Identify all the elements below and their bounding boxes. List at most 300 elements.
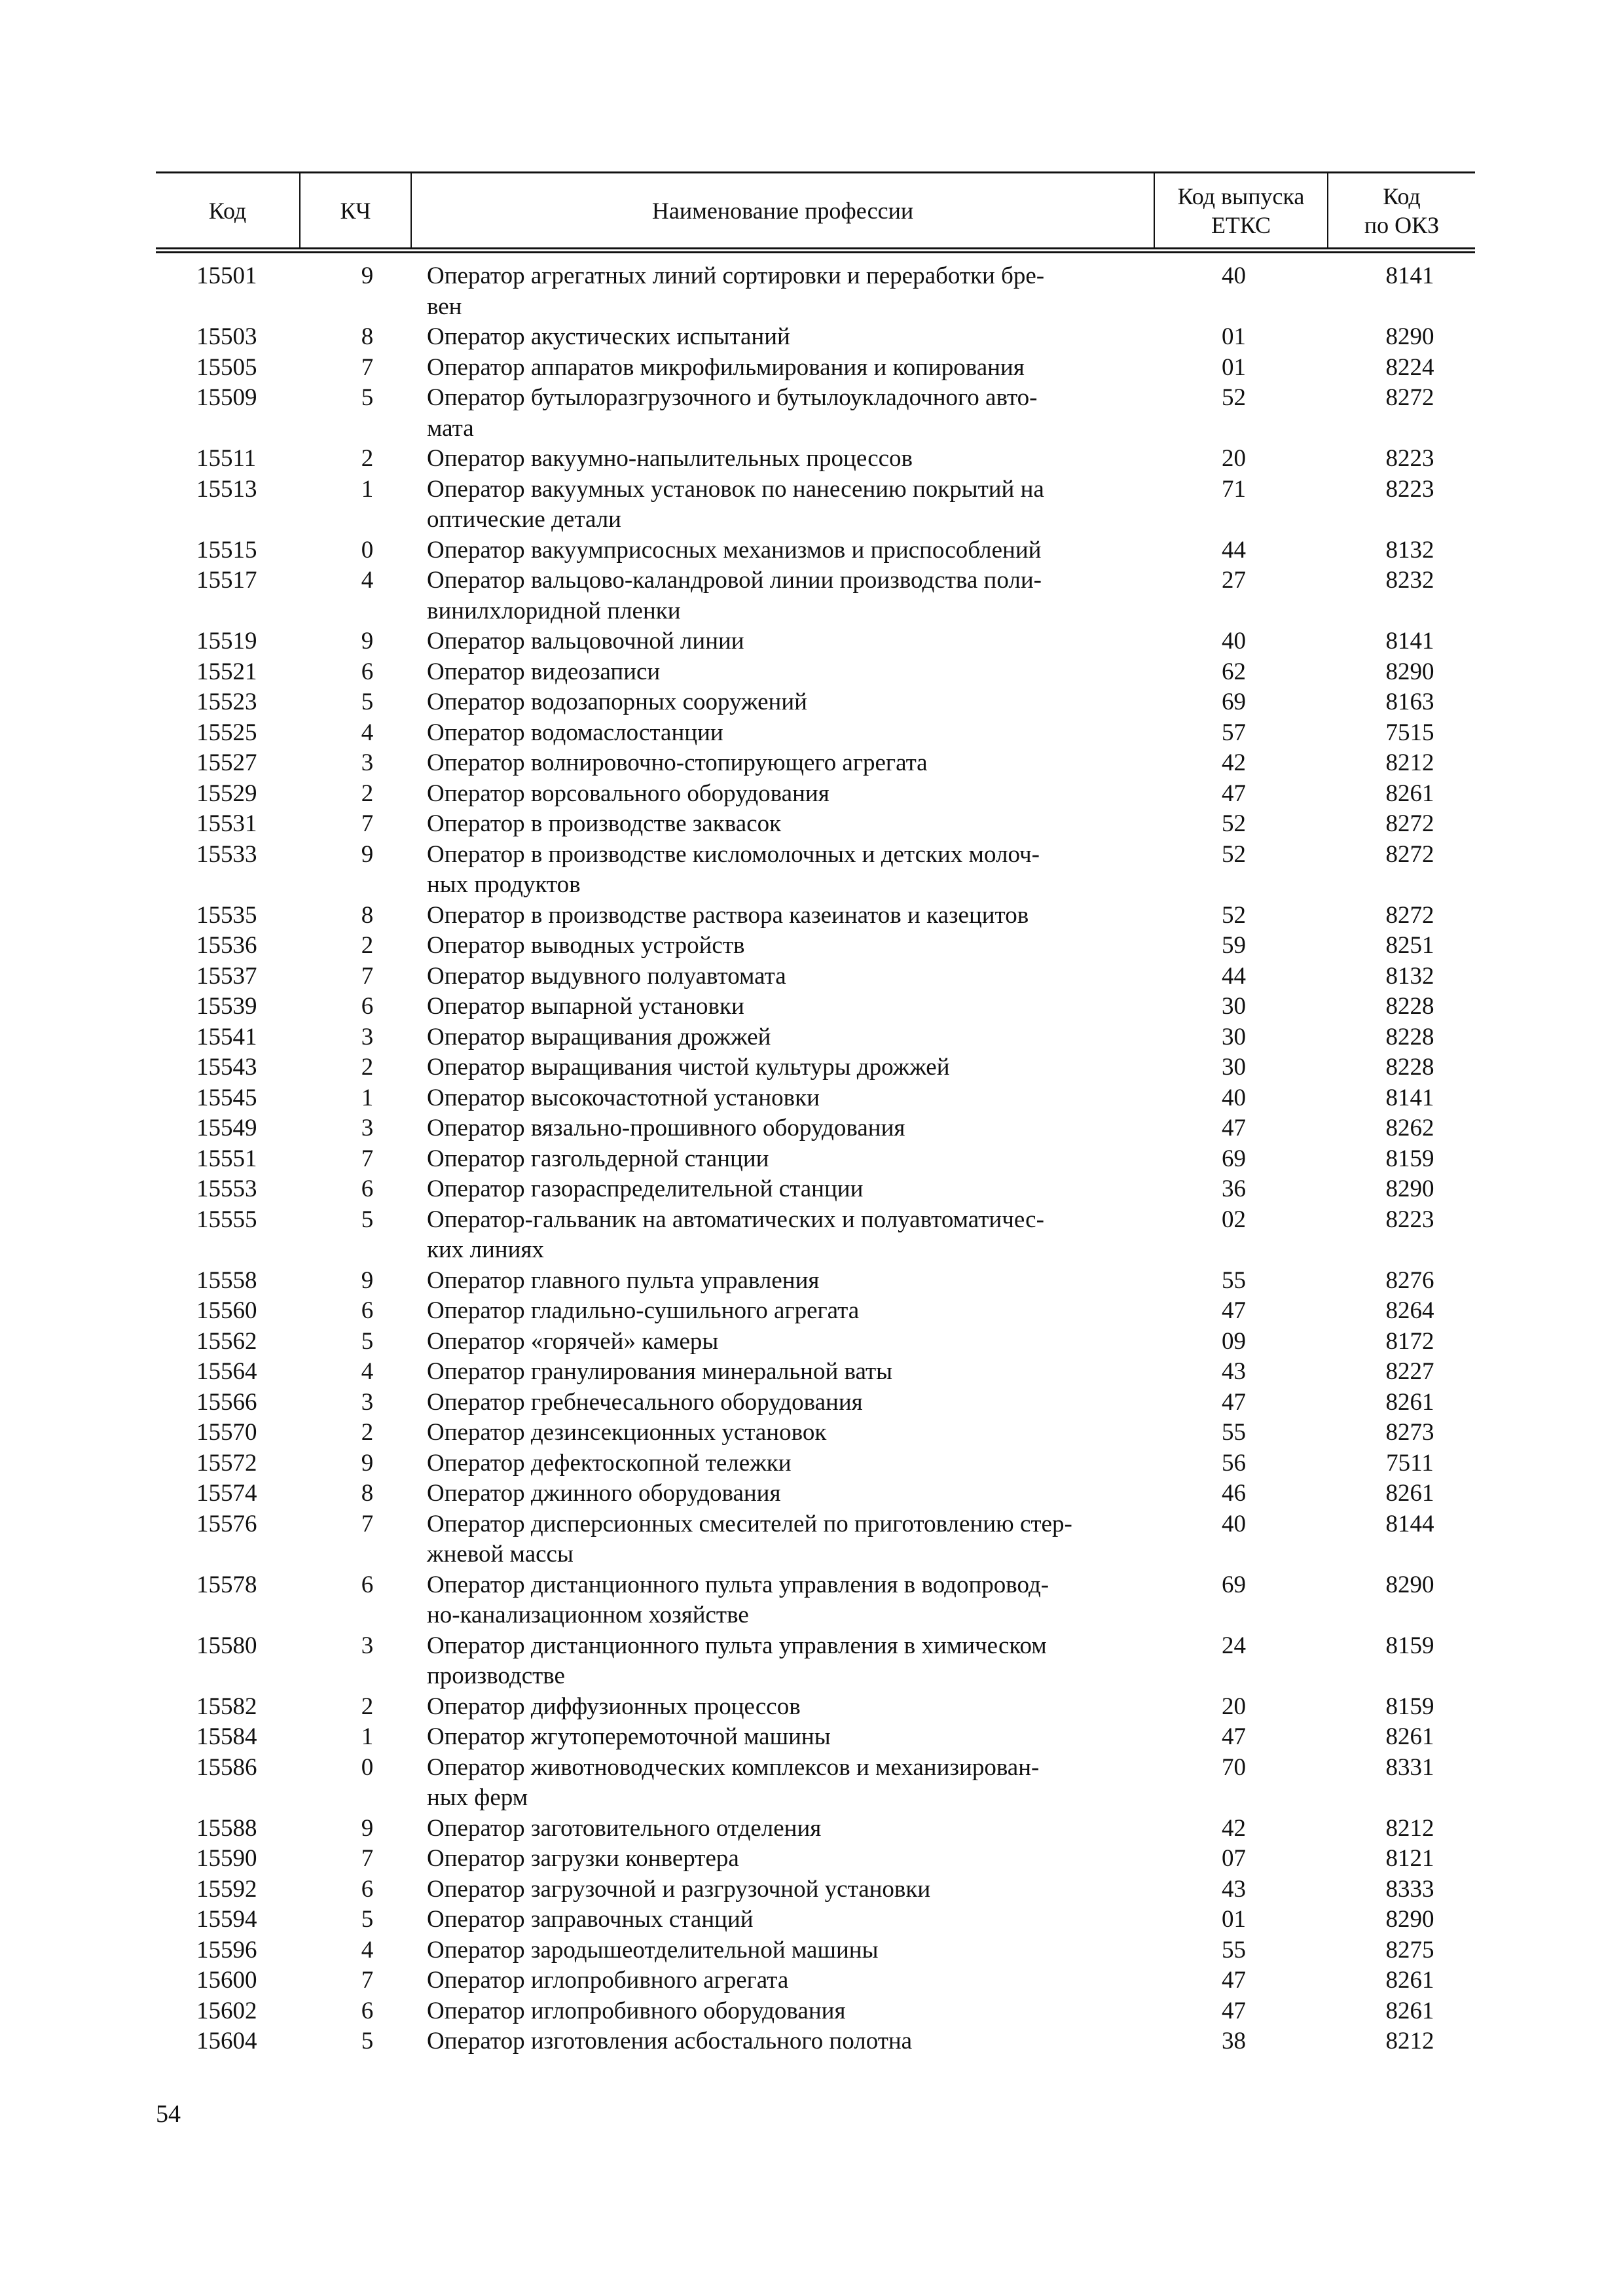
cell-okz-code: 8333 [1385,1875,1434,1903]
cell-code: 15555 [196,1206,257,1233]
cell-profession-name: Оператор аппаратов микрофильмирования и копирования [427,353,1025,381]
table-row [156,1205,1475,1266]
cell-etks-code: 44 [1222,536,1246,564]
cell-profession-name: Оператор изготовления асбостального полотна [427,2028,913,2054]
table-row [156,901,1475,931]
cell-kch: 4 [361,719,374,746]
header-okz-code: Код по ОКЗ [1328,173,1475,251]
cell-profession-name: Оператор гребнечесального оборудования [427,1388,863,1416]
cell-etks-code: 70 [1222,1753,1246,1781]
cell-etks-code: 09 [1222,1327,1246,1355]
cell-kch: 4 [361,567,374,594]
cell-code: 15527 [196,749,257,776]
cell-code: 15578 [196,1571,257,1598]
table-row [156,1083,1475,1114]
table-row [156,1144,1475,1175]
cell-profession-name: Оператор акустических испытаний [427,323,790,350]
cell-profession-name: Оператор загрузочной и разгрузочной установки [427,1875,931,1903]
cell-kch: 1 [361,1084,374,1111]
cell-profession-name: Оператор-гальваник на автоматических и полуавтоматичес- ких линиях [427,1206,1044,1263]
cell-profession-name: Оператор в производстве заквасок [427,810,782,837]
cell-code: 15533 [196,840,257,868]
cell-etks-code: 69 [1222,1145,1246,1172]
cell-profession-name: Оператор в производстве кисломолочных и детских молоч- ных продуктов [427,840,1040,898]
header-name: Наименование профессии [411,173,1154,251]
cell-kch: 5 [361,1327,374,1355]
cell-etks-code: 40 [1222,628,1246,655]
cell-kch: 1 [361,1723,374,1750]
cell-kch: 9 [361,1266,374,1294]
table-row [156,1753,1475,1814]
cell-kch: 6 [361,1875,374,1903]
cell-code: 15596 [196,1936,257,1964]
cell-kch: 2 [361,1054,374,1081]
cell-kch: 1 [361,475,374,503]
cell-code: 15570 [196,1419,257,1446]
professions-table [156,171,1475,2057]
cell-profession-name: Оператор бутылоразгрузочного и бутылоукладочного авто- мата [427,384,1038,442]
cell-okz-code: 8121 [1385,1845,1434,1872]
table-row [156,1022,1475,1053]
cell-okz-code: 8261 [1385,1388,1434,1416]
cell-profession-name: Оператор загрузки конвертера [427,1845,739,1872]
cell-okz-code: 8290 [1385,1175,1434,1202]
table-row [156,992,1475,1022]
cell-code: 15558 [196,1266,257,1294]
cell-kch: 5 [361,689,374,715]
cell-okz-code: 8132 [1385,962,1434,990]
cell-kch: 9 [361,1449,374,1477]
cell-okz-code: 8223 [1385,445,1434,472]
cell-kch: 2 [361,780,374,807]
cell-code: 15505 [196,353,257,381]
cell-code: 15531 [196,810,257,837]
cell-code: 15574 [196,1480,257,1507]
cell-etks-code: 27 [1222,567,1246,594]
cell-kch: 9 [361,628,374,655]
cell-okz-code: 8272 [1385,901,1434,929]
table-row [156,718,1475,749]
cell-profession-name: Оператор дисперсионных смесителей по приготовлению стер- жневой массы [427,1510,1072,1568]
cell-okz-code: 8159 [1385,1693,1434,1720]
table-row [156,1266,1475,1297]
cell-okz-code: 8163 [1385,689,1434,715]
cell-etks-code: 40 [1222,1084,1246,1111]
cell-etks-code: 01 [1222,323,1246,350]
cell-etks-code: 47 [1222,780,1246,807]
cell-profession-name: Оператор выводных устройств [427,932,745,959]
table-row [156,1327,1475,1357]
cell-code: 15509 [196,384,257,411]
cell-code: 15536 [196,932,257,959]
cell-kch: 5 [361,1906,374,1933]
cell-kch: 6 [361,658,374,685]
cell-okz-code: 8228 [1385,1023,1434,1050]
cell-code: 15529 [196,780,257,807]
cell-kch: 0 [361,1753,374,1781]
cell-code: 15521 [196,658,257,685]
cell-code: 15560 [196,1297,257,1324]
cell-profession-name: Оператор вакуумных установок по нанесению покрытий на оптические детали [427,475,1044,533]
cell-profession-name: Оператор «горячей» камеры [427,1327,719,1355]
cell-kch: 3 [361,1115,374,1141]
table-row [156,475,1475,535]
table-row [156,1448,1475,1479]
page-number: 54 [156,2100,181,2128]
cell-profession-name: Оператор вакуумно-напылительных процессов [427,445,913,472]
cell-etks-code: 71 [1222,475,1246,503]
cell-kch: 6 [361,993,374,1020]
cell-okz-code: 8261 [1385,1480,1434,1507]
table-row [156,809,1475,840]
cell-etks-code: 52 [1222,384,1246,411]
cell-etks-code: 07 [1222,1845,1246,1872]
cell-etks-code: 46 [1222,1480,1246,1507]
cell-kch: 3 [361,749,374,776]
cell-code: 15545 [196,1084,257,1111]
cell-code: 15537 [196,962,257,990]
table-row [156,961,1475,992]
cell-code: 15584 [196,1723,257,1750]
cell-etks-code: 59 [1222,932,1246,959]
cell-okz-code: 8141 [1385,1084,1434,1111]
cell-code: 15588 [196,1814,257,1842]
cell-okz-code: 8212 [1385,749,1434,776]
cell-kch: 5 [361,1206,374,1233]
cell-okz-code: 8228 [1385,1054,1434,1081]
cell-profession-name: Оператор главного пульта управления [427,1266,820,1294]
cell-okz-code: 8232 [1385,567,1434,594]
cell-profession-name: Оператор джинного оборудования [427,1480,781,1507]
table-row [156,1905,1475,1935]
cell-kch: 5 [361,384,374,411]
cell-kch: 2 [361,1419,374,1446]
cell-etks-code: 52 [1222,840,1246,868]
cell-okz-code: 8273 [1385,1419,1434,1446]
cell-etks-code: 30 [1222,1023,1246,1050]
cell-etks-code: 47 [1222,1297,1246,1324]
table-row [156,626,1475,657]
table-row [156,1935,1475,1966]
cell-code: 15566 [196,1388,257,1416]
cell-kch: 6 [361,1175,374,1202]
cell-profession-name: Оператор дефектоскопной тележки [427,1449,792,1477]
cell-code: 15582 [196,1693,257,1720]
cell-etks-code: 47 [1222,1388,1246,1416]
cell-etks-code: 36 [1222,1175,1246,1202]
cell-code: 15549 [196,1115,257,1141]
cell-kch: 6 [361,1571,374,1598]
cell-kch: 2 [361,445,374,472]
table-row [156,1509,1475,1570]
cell-profession-name: Оператор газгольдерной станции [427,1145,769,1172]
cell-profession-name: Оператор водозапорных сооружений [427,689,807,715]
cell-code: 15586 [196,1753,257,1781]
cell-etks-code: 43 [1222,1875,1246,1903]
cell-etks-code: 01 [1222,1906,1246,1933]
table-row [156,383,1475,444]
cell-etks-code: 56 [1222,1449,1246,1477]
cell-code: 15519 [196,628,257,655]
cell-code: 15513 [196,475,257,503]
cell-kch: 2 [361,932,374,959]
cell-etks-code: 30 [1222,1054,1246,1081]
cell-etks-code: 47 [1222,1967,1246,1994]
cell-profession-name: Оператор диффузионных процессов [427,1693,801,1720]
cell-okz-code: 8272 [1385,384,1434,411]
cell-okz-code: 8212 [1385,2028,1434,2054]
table-row [156,322,1475,353]
cell-code: 15501 [196,262,257,289]
cell-profession-name: Оператор выпарной установки [427,993,744,1020]
cell-etks-code: 30 [1222,993,1246,1020]
cell-okz-code: 8223 [1385,1206,1434,1233]
cell-okz-code: 8227 [1385,1358,1434,1385]
cell-etks-code: 02 [1222,1206,1246,1233]
cell-profession-name: Оператор животноводческих комплексов и механизирован- ных ферм [427,1753,1040,1811]
cell-etks-code: 20 [1222,1693,1246,1720]
cell-profession-name: Оператор дистанционного пульта управления в химическом производстве [427,1632,1047,1689]
cell-etks-code: 69 [1222,689,1246,715]
cell-profession-name: Оператор вязально-прошивного оборудования [427,1115,905,1141]
cell-code: 15562 [196,1327,257,1355]
cell-okz-code: 8261 [1385,1723,1434,1750]
cell-code: 15602 [196,1997,257,2024]
cell-profession-name: Оператор гладильно-сушильного агрегата [427,1297,860,1324]
cell-profession-name: Оператор в производстве раствора казеинатов и казецитов [427,901,1029,929]
cell-kch: 6 [361,1997,374,2024]
cell-code: 15553 [196,1175,257,1202]
cell-okz-code: 8261 [1385,780,1434,807]
cell-code: 15600 [196,1967,257,1994]
table-row [156,1388,1475,1418]
cell-etks-code: 52 [1222,901,1246,929]
table-row [156,748,1475,779]
table-row [156,1052,1475,1083]
cell-kch: 7 [361,810,374,837]
cell-code: 15541 [196,1023,257,1050]
cell-etks-code: 52 [1222,810,1246,837]
cell-kch: 8 [361,901,374,929]
table-row [156,535,1475,566]
table-row [156,779,1475,810]
table-body [156,251,1475,2057]
cell-okz-code: 8132 [1385,536,1434,564]
cell-kch: 9 [361,262,374,289]
table-row [156,2026,1475,2057]
cell-profession-name: Оператор иглопробивного агрегата [427,1967,789,1994]
cell-okz-code: 8261 [1385,1967,1434,1994]
cell-profession-name: Оператор жгутоперемоточной машины [427,1723,831,1750]
table-row [156,1631,1475,1692]
cell-profession-name: Оператор иглопробивного оборудования [427,1997,846,2024]
cell-code: 15572 [196,1449,257,1477]
cell-profession-name: Оператор вальцовочной линии [427,628,744,655]
cell-etks-code: 57 [1222,719,1246,746]
table-row [156,1722,1475,1753]
cell-profession-name: Оператор ворсовального оборудования [427,780,830,807]
cell-okz-code: 8331 [1385,1753,1434,1781]
cell-kch: 7 [361,1967,374,1994]
cell-okz-code: 8290 [1385,658,1434,685]
cell-etks-code: 47 [1222,1997,1246,2024]
table-row [156,1965,1475,1996]
cell-kch: 7 [361,962,374,990]
cell-code: 15592 [196,1875,257,1903]
table-row [156,565,1475,626]
cell-kch: 3 [361,1632,374,1659]
cell-code: 15525 [196,719,257,746]
table-row [156,1996,1475,2027]
cell-code: 15517 [196,567,257,594]
cell-kch: 2 [361,1693,374,1720]
cell-etks-code: 62 [1222,658,1246,685]
cell-etks-code: 42 [1222,749,1246,776]
cell-kch: 9 [361,1814,374,1842]
cell-kch: 8 [361,1480,374,1507]
cell-code: 15590 [196,1845,257,1872]
cell-etks-code: 69 [1222,1571,1246,1598]
cell-kch: 9 [361,840,374,868]
table-row [156,1874,1475,1905]
cell-code: 15535 [196,901,257,929]
cell-kch: 7 [361,1510,374,1537]
cell-profession-name: Оператор вакуумприсосных механизмов и приспособлений [427,536,1042,564]
cell-okz-code: 8224 [1385,353,1434,381]
cell-etks-code: 47 [1222,1723,1246,1750]
cell-etks-code: 01 [1222,353,1246,381]
cell-etks-code: 44 [1222,962,1246,990]
cell-profession-name: Оператор высокочастотной установки [427,1084,820,1111]
cell-profession-name: Оператор видеозаписи [427,658,661,685]
table-row [156,1113,1475,1144]
cell-okz-code: 8261 [1385,1997,1434,2024]
cell-okz-code: 8144 [1385,1510,1434,1537]
table-row [156,1296,1475,1327]
cell-okz-code: 8275 [1385,1936,1434,1964]
cell-code: 15594 [196,1906,257,1933]
cell-okz-code: 8172 [1385,1327,1434,1355]
cell-kch: 7 [361,1845,374,1872]
cell-kch: 0 [361,536,374,564]
cell-kch: 7 [361,1145,374,1172]
cell-kch: 7 [361,353,374,381]
cell-etks-code: 47 [1222,1115,1246,1141]
cell-profession-name: Оператор дезинсекционных установок [427,1419,827,1446]
cell-code: 15539 [196,993,257,1020]
cell-okz-code: 8159 [1385,1145,1434,1172]
cell-okz-code: 8262 [1385,1115,1434,1141]
table-row [156,1174,1475,1205]
cell-okz-code: 8276 [1385,1266,1434,1294]
cell-code: 15543 [196,1054,257,1081]
cell-profession-name: Оператор выращивания чистой культуры дрожжей [427,1054,950,1081]
table-row [156,1418,1475,1448]
table-row [156,687,1475,718]
cell-okz-code: 8290 [1385,1571,1434,1598]
cell-okz-code: 8290 [1385,323,1434,350]
cell-code: 15564 [196,1358,257,1385]
table-row [156,1479,1475,1509]
table-row [156,931,1475,961]
cell-code: 15576 [196,1510,257,1537]
cell-etks-code: 20 [1222,445,1246,472]
cell-profession-name: Оператор выдувного полуавтомата [427,962,786,990]
cell-profession-name: Оператор агрегатных линий сортировки и переработки бре- вен [427,262,1045,320]
cell-profession-name: Оператор выращивания дрожжей [427,1023,771,1050]
cell-kch: 6 [361,1297,374,1324]
table-row [156,1357,1475,1388]
cell-okz-code: 8272 [1385,810,1434,837]
cell-kch: 3 [361,1388,374,1416]
cell-profession-name: Оператор волнировочно-стопирующего агрегата [427,749,928,776]
cell-etks-code: 24 [1222,1632,1246,1659]
cell-etks-code: 38 [1222,2028,1246,2054]
table-row [156,840,1475,901]
table-header [156,173,1475,251]
cell-okz-code: 8141 [1385,628,1434,655]
cell-etks-code: 42 [1222,1814,1246,1842]
table-row [156,1814,1475,1844]
table-row [156,251,1475,323]
header-etks-code: Код выпуска ЕТКС [1154,173,1328,251]
cell-code: 15523 [196,689,257,715]
cell-code: 15580 [196,1632,257,1659]
table-row [156,657,1475,688]
cell-okz-code: 7511 [1386,1449,1434,1477]
header-kch: КЧ [300,173,411,251]
cell-code: 15503 [196,323,257,350]
cell-code: 15551 [196,1145,257,1172]
cell-etks-code: 40 [1222,262,1246,289]
cell-okz-code: 8141 [1385,262,1434,289]
cell-okz-code: 8212 [1385,1814,1434,1842]
cell-etks-code: 40 [1222,1510,1246,1537]
cell-okz-code: 7515 [1385,719,1434,746]
table-row [156,444,1475,475]
cell-profession-name: Оператор вальцово-каландровой линии производства поли- винилхлоридной пленки [427,567,1042,624]
cell-okz-code: 8251 [1385,932,1434,959]
cell-okz-code: 8272 [1385,840,1434,868]
cell-kch: 8 [361,323,374,350]
cell-okz-code: 8264 [1385,1297,1434,1324]
cell-okz-code: 8290 [1385,1906,1434,1933]
cell-profession-name: Оператор газораспределительной станции [427,1175,864,1202]
cell-profession-name: Оператор заправочных станций [427,1906,754,1933]
cell-profession-name: Оператор водомаслостанции [427,719,723,746]
header-code: Код [156,173,300,251]
cell-profession-name: Оператор дистанционного пульта управления в водопровод- но-канализационном хозяйстве [427,1571,1049,1628]
cell-etks-code: 43 [1222,1358,1246,1385]
cell-profession-name: Оператор заготовительного отделения [427,1814,822,1842]
cell-etks-code: 55 [1222,1266,1246,1294]
table-row [156,353,1475,384]
cell-code: 15511 [196,445,257,472]
cell-code: 15515 [196,536,257,564]
table-row [156,1692,1475,1723]
cell-okz-code: 8159 [1385,1632,1434,1659]
table-row [156,1844,1475,1874]
cell-okz-code: 8228 [1385,993,1434,1020]
cell-etks-code: 55 [1222,1419,1246,1446]
cell-kch: 4 [361,1936,374,1964]
cell-code: 15604 [196,2028,257,2054]
cell-etks-code: 55 [1222,1936,1246,1964]
cell-okz-code: 8223 [1385,475,1434,503]
cell-kch: 5 [361,2028,374,2054]
cell-profession-name: Оператор зародышеотделительной машины [427,1936,879,1964]
cell-profession-name: Оператор гранулирования минеральной ваты [427,1358,893,1385]
